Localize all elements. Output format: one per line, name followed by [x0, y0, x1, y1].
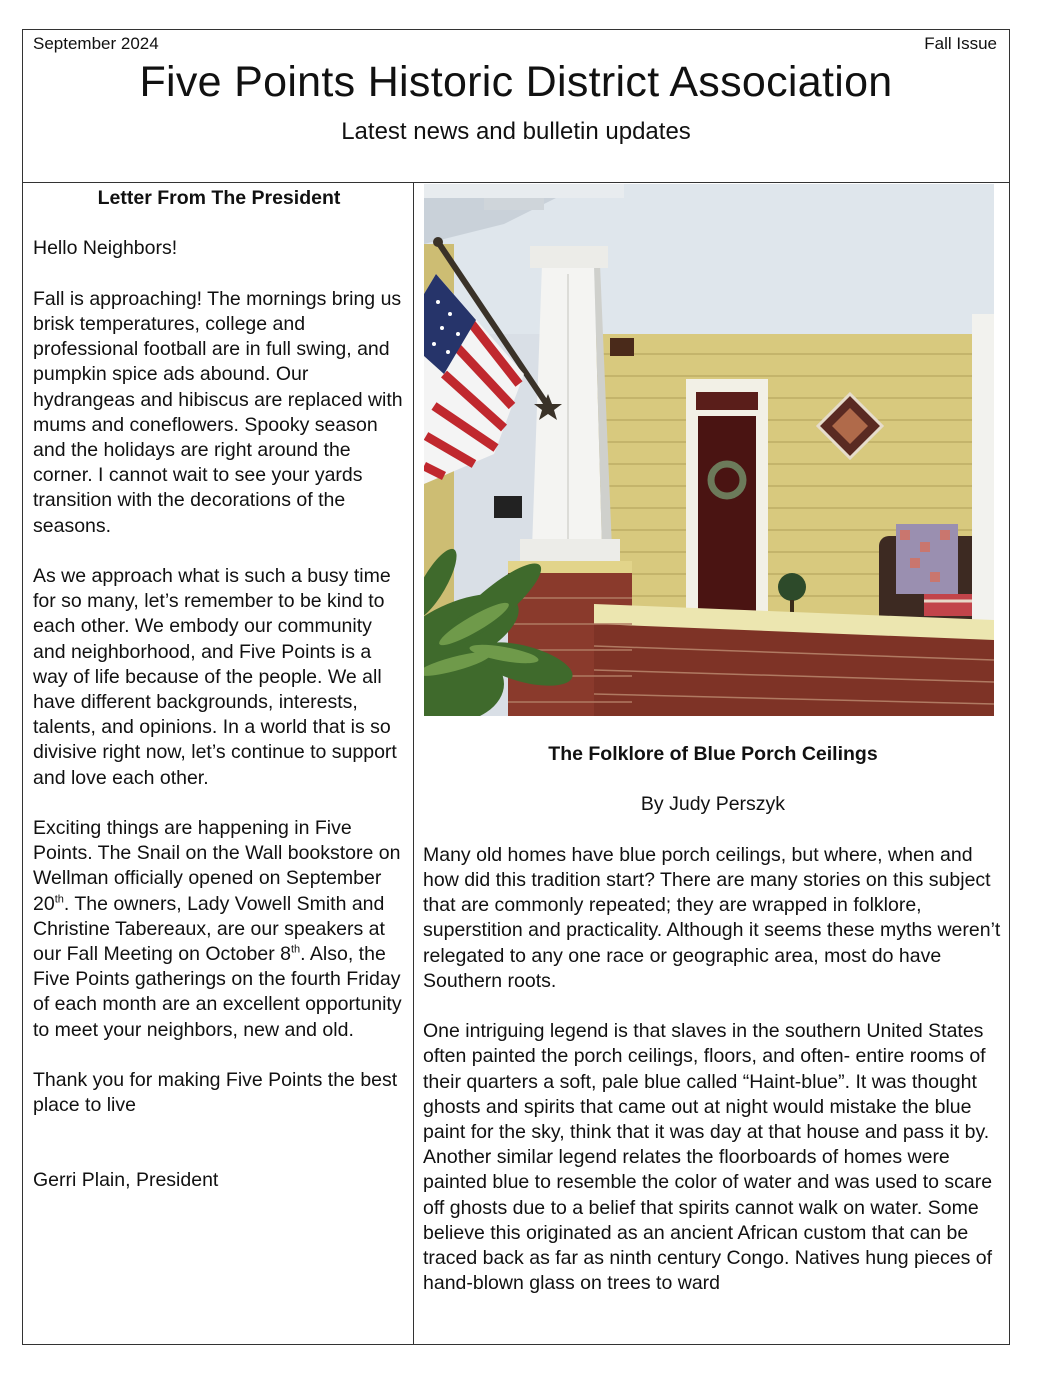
- letter-greeting: Hello Neighbors!: [33, 237, 178, 260]
- letter-paragraph-4: Thank you for making Five Points the best place to live: [33, 1069, 398, 1117]
- letter-paragraph-3: [33, 816, 405, 1043]
- letter-signature: Gerri Plain, President: [33, 1169, 219, 1192]
- article-byline: By Judy Perszyk: [640, 793, 786, 816]
- article-title: The Folklore of Blue Porch Ceilings: [548, 743, 878, 765]
- letter-p3-part-c: . Also, the Five Points gatherings on the fourth Friday of each month are an excellent opportunity to meet your neighbors, new and old.: [33, 943, 402, 1041]
- newsletter-title: Five Points Historic District Association: [139, 58, 893, 106]
- issue-date: September 2024: [33, 34, 159, 53]
- article-paragraph-1: Many old homes have blue porch ceilings, but where, when and how did this tradition start? There are many stories on this subject that are commonly repeated; they are wrapped in folklore, superstition and practicality. Although it seems these myths weren’t relegated to any one race or geographic area, most do have Southern roots.: [423, 843, 1001, 992]
- letter-paragraph-2: As we approach what is such a busy time for so many, let’s remember to be kind to each other. We embody our community and neighborhood, and Five Points is a way of life because of the people. We all have different backgrounds, interests, talents, and opinions. In a world that is so divisive right now, let’s continue to support and love each other.: [33, 565, 397, 789]
- ordinal-suffix: th: [290, 943, 301, 956]
- porch-photo: [424, 184, 994, 716]
- letter-heading: Letter From The President: [97, 187, 341, 209]
- porch-photo-illustration: [424, 184, 994, 716]
- newsletter-page: [22, 29, 1010, 1345]
- president-letter: [33, 186, 405, 1219]
- porch-lamp-icon: [610, 338, 634, 356]
- folklore-article: [423, 742, 1003, 1322]
- mailbox-icon: [494, 496, 522, 518]
- letter-paragraph-1: Fall is approaching! The mornings bring us brisk temperatures, college and professional football are in full swing, and pumpkin spice ads abound. Our hydrangeas and hibiscus are replaced with mums and coneflowers. Spooky season and the holidays are right around the corner. I cannot wait to see your yards transition with the decorations of the seasons.: [33, 287, 403, 537]
- ordinal-suffix: th: [54, 893, 64, 906]
- newsletter-subtitle: Latest news and bulletin updates: [341, 118, 691, 145]
- letter-p3-part-b: . The owners, Lady Vowell Smith and Christine Tabereaux, are our speakers at our Fall Meeting on October 8: [33, 892, 385, 966]
- masthead: [23, 30, 1009, 183]
- column-divider: [413, 183, 414, 1345]
- front-door: [698, 416, 756, 616]
- topiary-icon: [778, 573, 806, 601]
- article-paragraph-2: One intriguing legend is that slaves in the southern United States often painted the porch ceilings, floors, and often- entire rooms of their quarters a soft, pale blue called “Haint-blue”. It was thought ghosts and spirits that came out at night would mistake the blue paint for the sky, think that it was day at that house and pass it by. Another similar legend relates the floorboards of homes were painted blue to resemble the color of water and was used to scare off ghosts due to a belief that spirits cannot walk on water. Some believe this originated as an ancient African custom that can be traced back as far as ninth century Congo. Natives hung pieces of hand-blown glass on trees to ward: [423, 1020, 993, 1295]
- issue-label: Fall Issue: [924, 34, 997, 53]
- letter-p3-part-a: Exciting things are happening in Five Points. The Snail on the Wall bookstore on Wellman officially opened on September 20: [33, 817, 401, 915]
